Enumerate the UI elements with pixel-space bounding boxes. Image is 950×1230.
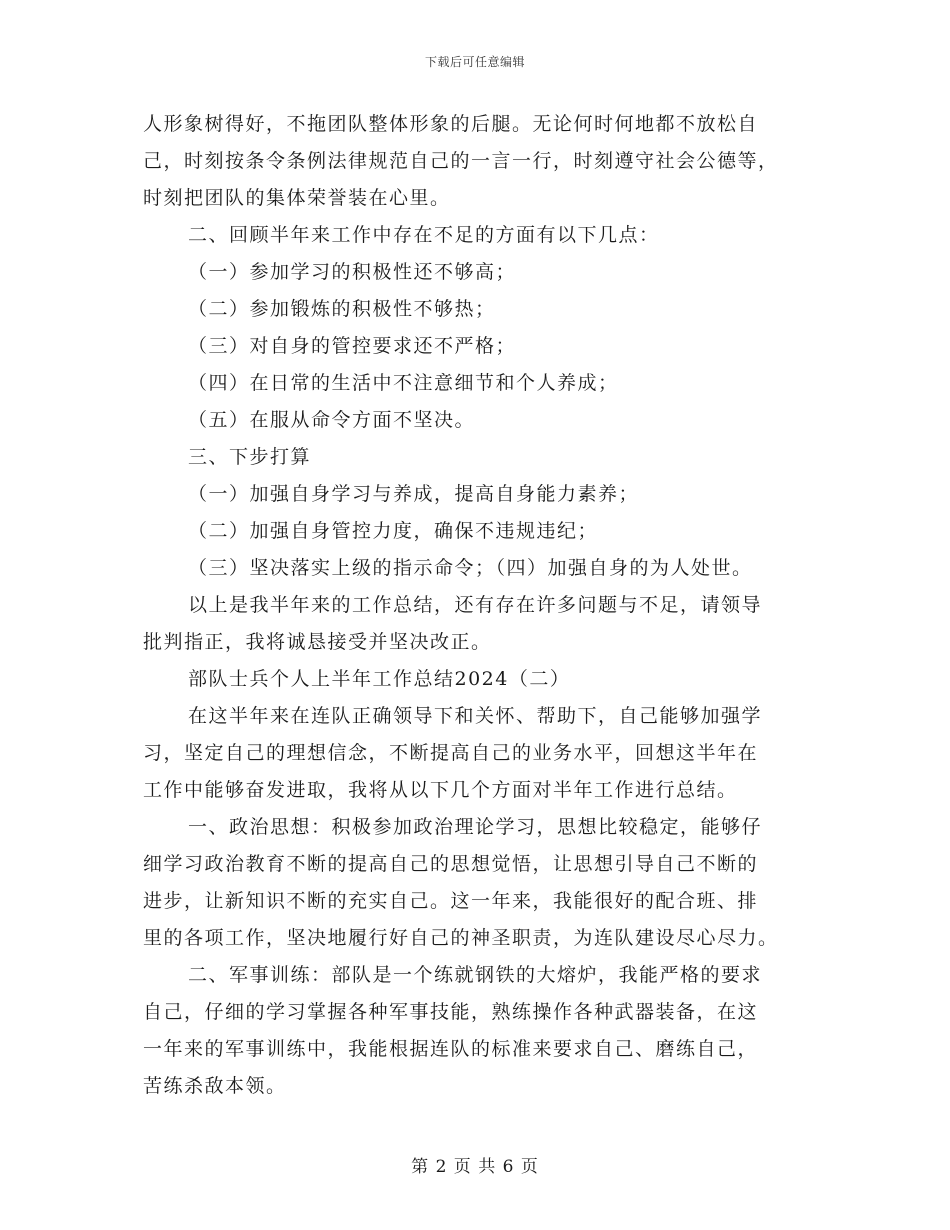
list-item: （一）加强自身学习与养成，提高自身能力素养； (188, 483, 640, 505)
list-item: （二）参加锻炼的积极性不够热； (188, 298, 496, 320)
section-heading: 二、回顾半年来工作中存在不足的方面有以下几点： (188, 224, 660, 246)
document-body (143, 106, 813, 1105)
page-number: 第 2 页 共 6 页 (411, 1157, 539, 1177)
paragraph-line: 己，时刻按条令条例法律规范自己的一言一行，时刻遵守社会公德等， (143, 150, 779, 172)
list-item: （五）在服从命令方面不坚决。 (188, 409, 476, 431)
paragraph-line: 苦练杀敌本领。 (143, 1075, 287, 1097)
paragraph-line: 二、军事训练：部队是一个练就钢铁的大熔炉，我能严格的要求 (188, 964, 763, 986)
paragraph-line: 在这半年来在连队正确领导下和关怀、帮助下，自己能够加强学 (188, 705, 763, 727)
paragraph-line: 进步，让新知识不断的充实自己。这一年来，我能很好的配合班、排 (143, 890, 759, 912)
list-item: （三）坚决落实上级的指示命令；（四）加强自身的为人处世。 (188, 557, 753, 579)
section-heading: 三、下步打算 (188, 446, 312, 468)
paragraph-line: 工作中能够奋发进取，我将从以下几个方面对半年工作进行总结。 (143, 779, 738, 801)
paragraph-line: 习，坚定自己的理想信念，不断提高自己的业务水平，回想这半年在 (143, 742, 759, 764)
list-item: （四）在日常的生活中不注意细节和个人养成； (188, 372, 619, 394)
list-item: （一）参加学习的积极性还不够高； (188, 261, 517, 283)
paragraph-line: 一、政治思想：积极参加政治理论学习，思想比较稳定，能够仔 (188, 816, 763, 838)
paragraph-line: 时刻把团队的集体荣誉装在心里。 (143, 187, 451, 209)
paragraph-line: 人形象树得好，不拖团队整体形象的后腿。无论何时何地都不放松自 (143, 113, 759, 135)
paragraph-line: 以上是我半年来的工作总结，还有存在许多问题与不足，请领导 (188, 594, 763, 616)
paragraph-line: 自己，仔细的学习掌握各种军事技能，熟练操作各种武器装备，在这 (143, 1001, 759, 1023)
paragraph-line: 里的各项工作，坚决地履行好自己的神圣职责，为连队建设尽心尽力。 (143, 927, 779, 949)
paragraph-line: 一年来的军事训练中，我能根据连队的标准来要求自己、磨练自己， (143, 1038, 759, 1060)
paragraph-line: 批判指正，我将诚恳接受并坚决改正。 (143, 631, 492, 653)
list-item: （二）加强自身管控力度，确保不违规违纪； (188, 520, 599, 542)
paragraph-line: 细学习政治教育不断的提高自己的思想觉悟，让思想引导自己不断的 (143, 853, 759, 875)
page-header: 下载后可任意编辑 (424, 55, 525, 69)
document-subtitle: 部队士兵个人上半年工作总结2024（二） (188, 668, 571, 690)
list-item: （三）对自身的管控要求还不严格； (188, 335, 517, 357)
